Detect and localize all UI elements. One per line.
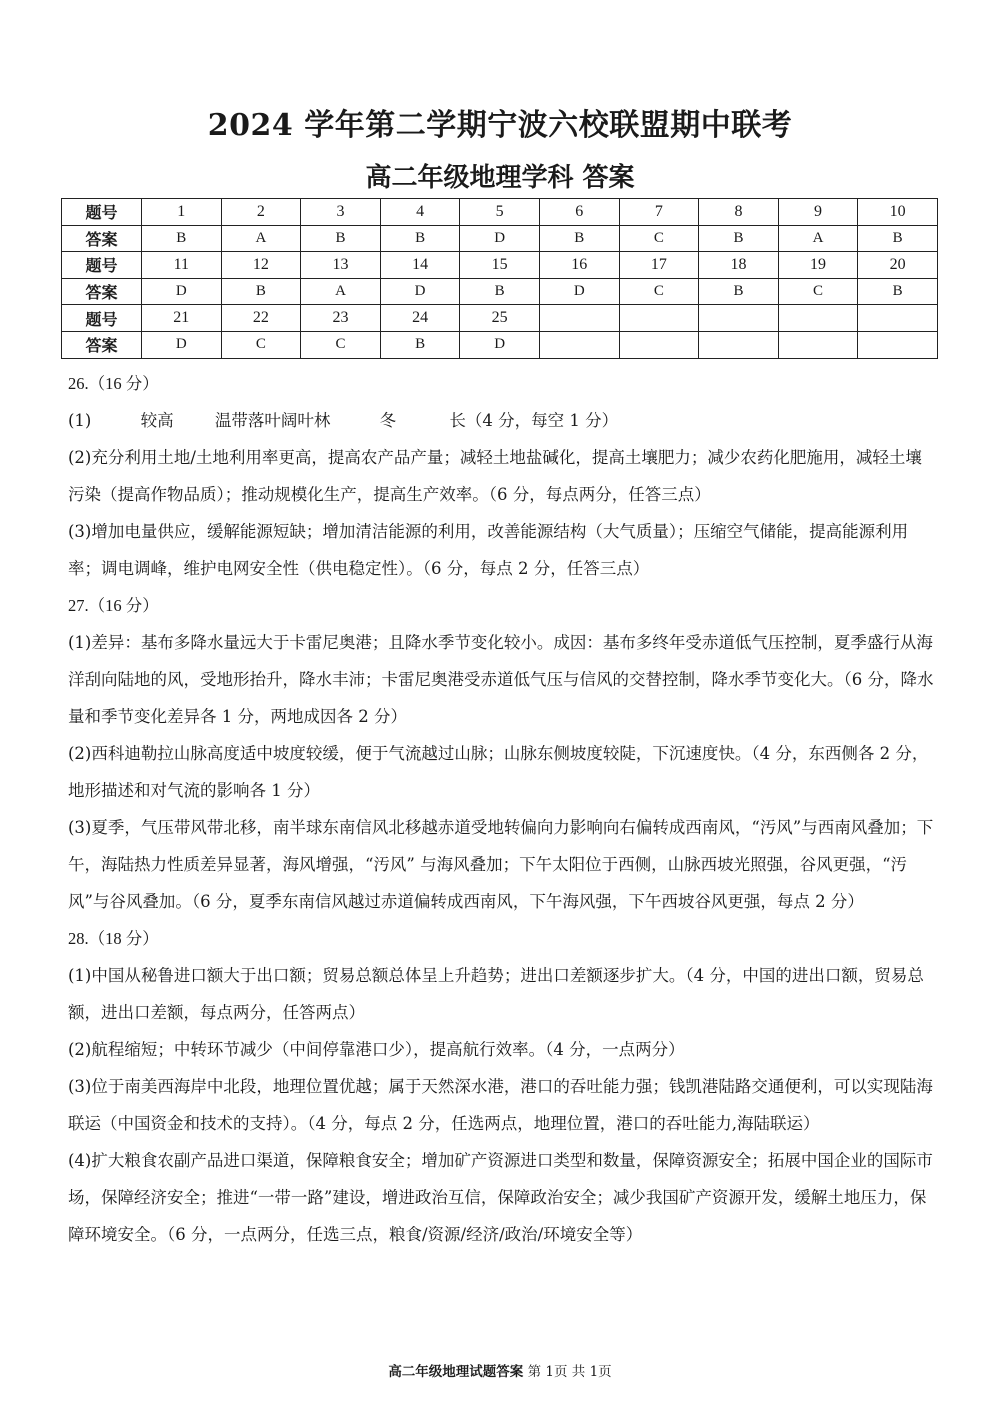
- answer-cell: B: [301, 225, 381, 252]
- footer-page: 第 1页 共 1页: [527, 1364, 612, 1380]
- question-number: [858, 305, 938, 332]
- q28-heading: 28.（18 分）: [68, 929, 159, 948]
- page-title: 2024 学年第二学期宁波六校联盟期中联考: [207, 108, 793, 143]
- question-number: 19: [778, 252, 858, 279]
- answer-table-body: [62, 199, 938, 359]
- question-number: 21: [142, 305, 222, 332]
- answer-cell: B: [858, 278, 938, 305]
- q26-part3: (3)增加电量供应，缓解能源短缺；增加清洁能源的利用，改善能源结构（大气质量）；压缩空气储能，提高能源利用率；调电调峰，维护电网安全性（供电稳定性）。（6 分，每点 2 分，任答三点）: [68, 522, 909, 578]
- table-row-answers: [62, 331, 938, 358]
- answer-cell: C: [221, 331, 301, 358]
- answer-cell: D: [460, 331, 540, 358]
- answer-cell: A: [301, 278, 381, 305]
- answer-cell: B: [142, 225, 222, 252]
- answer-cell: B: [699, 225, 779, 252]
- question-number: 22: [221, 305, 301, 332]
- answer-cell: D: [142, 278, 222, 305]
- q26-heading: 26.（16 分）: [68, 374, 159, 393]
- answer-cell: D: [539, 278, 619, 305]
- answer-cell: [539, 331, 619, 358]
- answer-cell: [699, 331, 779, 358]
- question-number: 23: [301, 305, 381, 332]
- answer-cell: [619, 331, 699, 358]
- q28-part2: (2)航程缩短；中转环节减少（中间停靠港口少），提高航行效率。（4 分，一点两分）: [68, 1040, 685, 1059]
- q26-part2: (2)充分利用土地/土地利用率更高，提高农产品产量；减轻土地盐碱化，提高土壤肥力；减少农药化肥施用，减轻土壤污染（提高作物品质）；推动规模化生产，提高生产效率。（6 分，每点两分，任答三点）: [68, 448, 922, 504]
- answer-content: [68, 365, 934, 1253]
- question-number: 2: [221, 199, 301, 226]
- question-number: [699, 305, 779, 332]
- question-number: 25: [460, 305, 540, 332]
- q28-part4: (4)扩大粮食农副产品进口渠道，保障粮食安全；增加矿产资源进口类型和数量，保障资源安全；拓展中国企业的国际市场，保障经济安全；推进“一带一路”建设，增进政治互信，保障政治安全；减少我国矿产资源开发，缓解土地压力，保障环境安全。（6 分，一点两分，任选三点，粮食/资源/经济/政治/环境安全等）: [68, 1151, 933, 1244]
- question-number: [619, 305, 699, 332]
- question-number: 3: [301, 199, 381, 226]
- q26-part1-label: (1): [68, 411, 92, 430]
- answer-cell: B: [380, 225, 460, 252]
- q27-part2: (2)西科迪勒拉山脉高度适中坡度较缓，便于气流越过山脉；山脉东侧坡度较陡，下沉速度快。（4 分，东西侧各 2 分，地形描述和对气流的影响各 1 分）: [68, 744, 929, 800]
- question-number: 18: [699, 252, 779, 279]
- row-label-number: 题号: [62, 199, 142, 226]
- q26-blank-2: 温带落叶阔叶林: [214, 411, 331, 430]
- question-number: 16: [539, 252, 619, 279]
- answer-table: [61, 198, 938, 359]
- q27-part1: (1)差异：基布多降水量远大于卡雷尼奥港；且降水季节变化较小。成因：基布多终年受赤道低气压控制，夏季盛行从海洋刮向陆地的风，受地形抬升，降水丰沛；卡雷尼奥港受赤道低气压与信风的交替控制，降水季节变化大。（6 分，降水量和季节变化差异各 1 分，两地成因各 2 分）: [68, 633, 934, 726]
- question-number: 11: [142, 252, 222, 279]
- answer-cell: [778, 331, 858, 358]
- question-number: 6: [539, 199, 619, 226]
- row-label-answer: 答案: [62, 278, 142, 305]
- question-number: 12: [221, 252, 301, 279]
- q28-part1: (1)中国从秘鲁进口额大于出口额；贸易总额总体呈上升趋势；进出口差额逐步扩大。（4 分，中国的进出口额，贸易总额，进出口差额，每点两分，任答两点）: [68, 966, 924, 1022]
- q26-blank-1: 较高: [140, 411, 174, 430]
- answer-cell: B: [539, 225, 619, 252]
- answer-cell: B: [858, 225, 938, 252]
- question-number: 1: [142, 199, 222, 226]
- question-number: 7: [619, 199, 699, 226]
- question-number: 8: [699, 199, 779, 226]
- footer-title: 高二年级地理试题答案: [388, 1364, 524, 1380]
- answer-cell: [858, 331, 938, 358]
- question-number: 4: [380, 199, 460, 226]
- question-number: 14: [380, 252, 460, 279]
- question-number: 5: [460, 199, 540, 226]
- answer-cell: A: [221, 225, 301, 252]
- question-number: 17: [619, 252, 699, 279]
- question-number: 15: [460, 252, 540, 279]
- q28-part3: (3)位于南美西海岸中北段，地理位置优越；属于天然深水港，港口的吞吐能力强；钱凯港陆路交通便利，可以实现陆海联运（中国资金和技术的支持）。（4 分，每点 2 分，任选两点，地理位置，港口的吞吐能力,海陆联运）: [68, 1077, 933, 1133]
- question-number: 9: [778, 199, 858, 226]
- table-row-numbers: [62, 199, 938, 226]
- answer-cell: B: [221, 278, 301, 305]
- row-label-answer: 答案: [62, 225, 142, 252]
- answer-cell: C: [778, 278, 858, 305]
- answer-cell: C: [301, 331, 381, 358]
- q26-part1: [68, 402, 934, 439]
- q27-heading: 27.（16 分）: [68, 596, 159, 615]
- question-number: 13: [301, 252, 381, 279]
- answer-cell: D: [460, 225, 540, 252]
- question-number: 20: [858, 252, 938, 279]
- row-label-number: 题号: [62, 305, 142, 332]
- table-row-answers: [62, 278, 938, 305]
- row-label-answer: 答案: [62, 331, 142, 358]
- answer-cell: A: [778, 225, 858, 252]
- answer-cell: D: [380, 278, 460, 305]
- table-row-answers: [62, 225, 938, 252]
- answer-cell: C: [619, 278, 699, 305]
- question-number: [539, 305, 619, 332]
- table-row-numbers: [62, 252, 938, 279]
- answer-cell: B: [460, 278, 540, 305]
- q27-part3: (3)夏季，气压带风带北移，南半球东南信风北移越赤道受地转偏向力影响向右偏转成西南风，“汚风”与西南风叠加；下午，海陆热力性质差异显著，海风增强，“汚风” 与海风叠加；下午太阳位于西侧，山脉西坡光照强，谷风更强，“汚风”与谷风叠加。（6 分，夏季东南信风越过赤道偏转成西南风，下午海风强，下午西坡谷风更强，每点 2 分）: [68, 818, 934, 911]
- q26-blank-3: 冬: [379, 411, 397, 430]
- table-row-numbers: [62, 305, 938, 332]
- question-number: 10: [858, 199, 938, 226]
- q26-blank-4: 长（4 分，每空 1 分）: [449, 411, 619, 430]
- answer-cell: B: [380, 331, 460, 358]
- page-subtitle: 高二年级地理学科 答案: [365, 163, 635, 193]
- answer-cell: D: [142, 331, 222, 358]
- row-label-number: 题号: [62, 252, 142, 279]
- question-number: 24: [380, 305, 460, 332]
- answer-cell: C: [619, 225, 699, 252]
- page-footer: [0, 1360, 1000, 1380]
- answer-cell: B: [699, 278, 779, 305]
- question-number: [778, 305, 858, 332]
